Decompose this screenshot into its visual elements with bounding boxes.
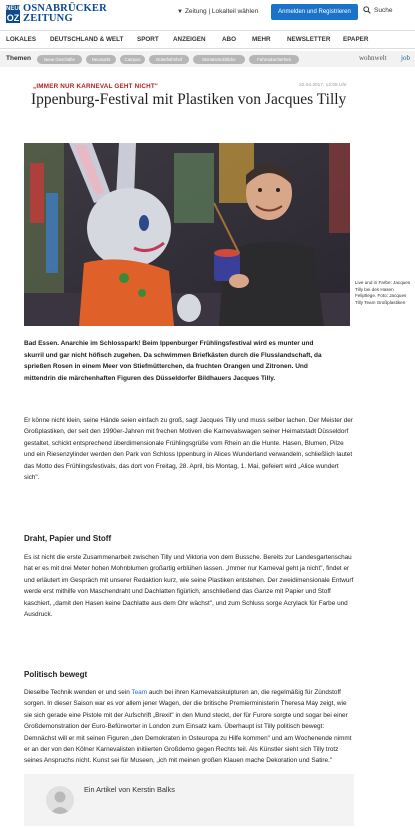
edition-label: Zeitung | Lokalteil wählen bbox=[184, 8, 259, 15]
themes-bar bbox=[0, 51, 415, 67]
team-link[interactable]: Team bbox=[131, 689, 148, 696]
job-link[interactable]: job bbox=[401, 54, 410, 62]
subheading-draht: Draht, Papier und Stoff bbox=[24, 534, 112, 543]
logo-line-2: ZEITUNG bbox=[23, 13, 73, 24]
nav-item-sport[interactable]: SPORT bbox=[137, 36, 159, 43]
search-button[interactable] bbox=[363, 6, 392, 14]
article-date: 22.04.2017, 12:05 Uhr bbox=[299, 83, 347, 88]
photo-illustration bbox=[24, 143, 350, 326]
article-kicker: „IMMER NUR KARNEVAL GEHT NICHT" bbox=[33, 83, 159, 90]
edition-selector[interactable] bbox=[177, 8, 258, 15]
theme-pill[interactable]: Neue Geschäfte bbox=[37, 55, 82, 64]
logo-wordmark bbox=[23, 4, 107, 24]
main-nav bbox=[0, 30, 415, 49]
logo-badge bbox=[6, 5, 23, 23]
theme-pill[interactable]: Neumarkt bbox=[86, 55, 116, 64]
nav-item-abo[interactable]: ABO bbox=[222, 36, 236, 43]
avatar bbox=[46, 786, 74, 814]
nav-item-anzeigen[interactable]: ANZEIGEN bbox=[173, 36, 206, 43]
site-logo[interactable] bbox=[6, 3, 107, 25]
theme-pill[interactable]: Campus bbox=[120, 55, 145, 64]
nav-item-epaper[interactable]: EPAPER bbox=[343, 36, 369, 43]
wohnwelt-link[interactable]: wohnwelt bbox=[359, 54, 387, 62]
login-register-button[interactable]: Anmelden und Registrieren bbox=[271, 4, 358, 20]
nav-item-lokales[interactable]: LOKALES bbox=[6, 36, 37, 43]
theme-pill[interactable]: Monatsrückblicke bbox=[193, 55, 245, 64]
user-icon bbox=[46, 786, 74, 814]
search-icon bbox=[363, 6, 371, 14]
top-bar bbox=[0, 0, 415, 28]
themes-label: Themen bbox=[6, 55, 31, 62]
logo-line-1: OSNABRÜCKER bbox=[23, 3, 107, 14]
logo-badge-top: NEUE bbox=[6, 6, 23, 12]
search-label: Suche bbox=[374, 6, 393, 14]
nav-item-mehr[interactable]: MEHR bbox=[252, 36, 271, 43]
article-paragraph-3 bbox=[24, 687, 354, 767]
paragraph-3-rest: auch bei ihren Karnevalsskulpturen an, die regelmäßig für Zündstoff sorgen. In dieser Saison war es vor allem jener Wagen, der die britische Premierministerin Theresa May zeigt, wie sie sich gerade eine Pistole mit der Aufschrift „Brexit" in den Mund steckt, der für Furore sorgte und sogar bei einer Großdemonstration der Euro-Befürworter in London zum Einsatz kam. Überhaupt ist Tilly politisch bewegt: Demnächst will er mit seinen Figuren „den Demokraten in Osteuropa zu Hilfe kommen" und am Wochenende nimmt er an der von den Kölner Karnevalisten initiierten Großdemo gegen Rechts teil. Als Künstler sieht sich Tilly trotz seines Anspruchs nicht. Kunst sei für Museen, „ich mit meinen großen Klauen mache Dekoration und Satire." bbox=[24, 689, 352, 765]
theme-pill[interactable]: Fahrradsicherheit bbox=[249, 55, 299, 64]
dropdown-triangle-icon: ▼ bbox=[177, 8, 183, 15]
article-lead: Bad Essen. Anarchie im Schlosspark! Beim Ippenburger Frühlingsfestival wird es munter und skurril und gar nicht höfisch zugehen. Da schwimmen Briefkästen durch die Flusslandschaft, da sprießen Rosen in einem Meer von Stiefmütterchen, da fruchten Orangen und Zitronen. Und mittendrin die märchenhaften Figuren des Düsseldorfer Bildhauers Jacques Tilly. bbox=[24, 340, 322, 382]
author-box[interactable] bbox=[24, 774, 354, 826]
paragraph-2-text: Es ist nicht die erste Zusammenarbeit zwischen Tilly und Viktoria von dem Bussche. Bereits zur Landesgartenschau hat er es mit drei Meter hohen Mohnblumen großartig erblühen lassen. „Immer nur Karneval geht ja nicht", findet er und erläutert im Gespräch mit unserer Redaktion kurz, wie seine Plastiken entstehen. Der zweidimensionale Entwurf werde erst mithilfe von Maschendraht und Dachlatten figürlich, anschließend das Ganze mit Papier und Stoff kaschiert, „damit den Hasen keine Dachlatte aus dem Ohr wächst", und zum Schluss sorge Acrylack für Farbe und Ausdruck. bbox=[24, 554, 354, 619]
author-label: Ein Artikel von Kerstin Balks bbox=[84, 785, 175, 794]
paragraph-3-start: Dieselbe Technik wenden er und sein bbox=[24, 689, 132, 696]
nav-item-newsletter[interactable]: NEWSLETTER bbox=[287, 36, 331, 43]
photo-caption: Live und in Farbe: Jacques Tilly bei des Hasen Feliptlege. Foto: Jacques Tilly Team Großplastiken bbox=[355, 280, 411, 305]
logo-badge-bottom: OZ bbox=[6, 13, 20, 23]
subheading-politisch: Politisch bewegt bbox=[24, 670, 88, 679]
article-paragraph-2 bbox=[24, 552, 354, 620]
article-headline: Ippenburg-Festival mit Plastiken von Jacques Tilly bbox=[31, 91, 347, 108]
nav-item-deutschland-welt[interactable]: DEUTSCHLAND & WELT bbox=[50, 36, 124, 43]
theme-pill[interactable]: Güterbahnhof bbox=[149, 55, 189, 64]
article-photo[interactable] bbox=[24, 143, 350, 326]
article-paragraph-1: Er könne nicht klein, seine Hände seien einfach zu groß, sagt Jacques Tilly und muss selber lachen. Der Meister der Großplastiken, der seit den 1990er-Jahren mit frechen Motiven die Karnevalswagen seiner Heimatstadt Düsseldorf gestaltet, schickt entsprechend überdimensionale Frühlingsgrüße vom Rhein an die Hunte. Hasen, Blumen, Pilze und ein Riesenzylinder werden den Park von Schloss Ippenburg in Alices Wunderland verwandeln, schließlich lautet das Motto des Frühlingsfestivals, das dort von Freitag, 28. April, bis Montag, 1. Mai, gefeiert wird „Alice wundert sich". bbox=[24, 417, 353, 482]
